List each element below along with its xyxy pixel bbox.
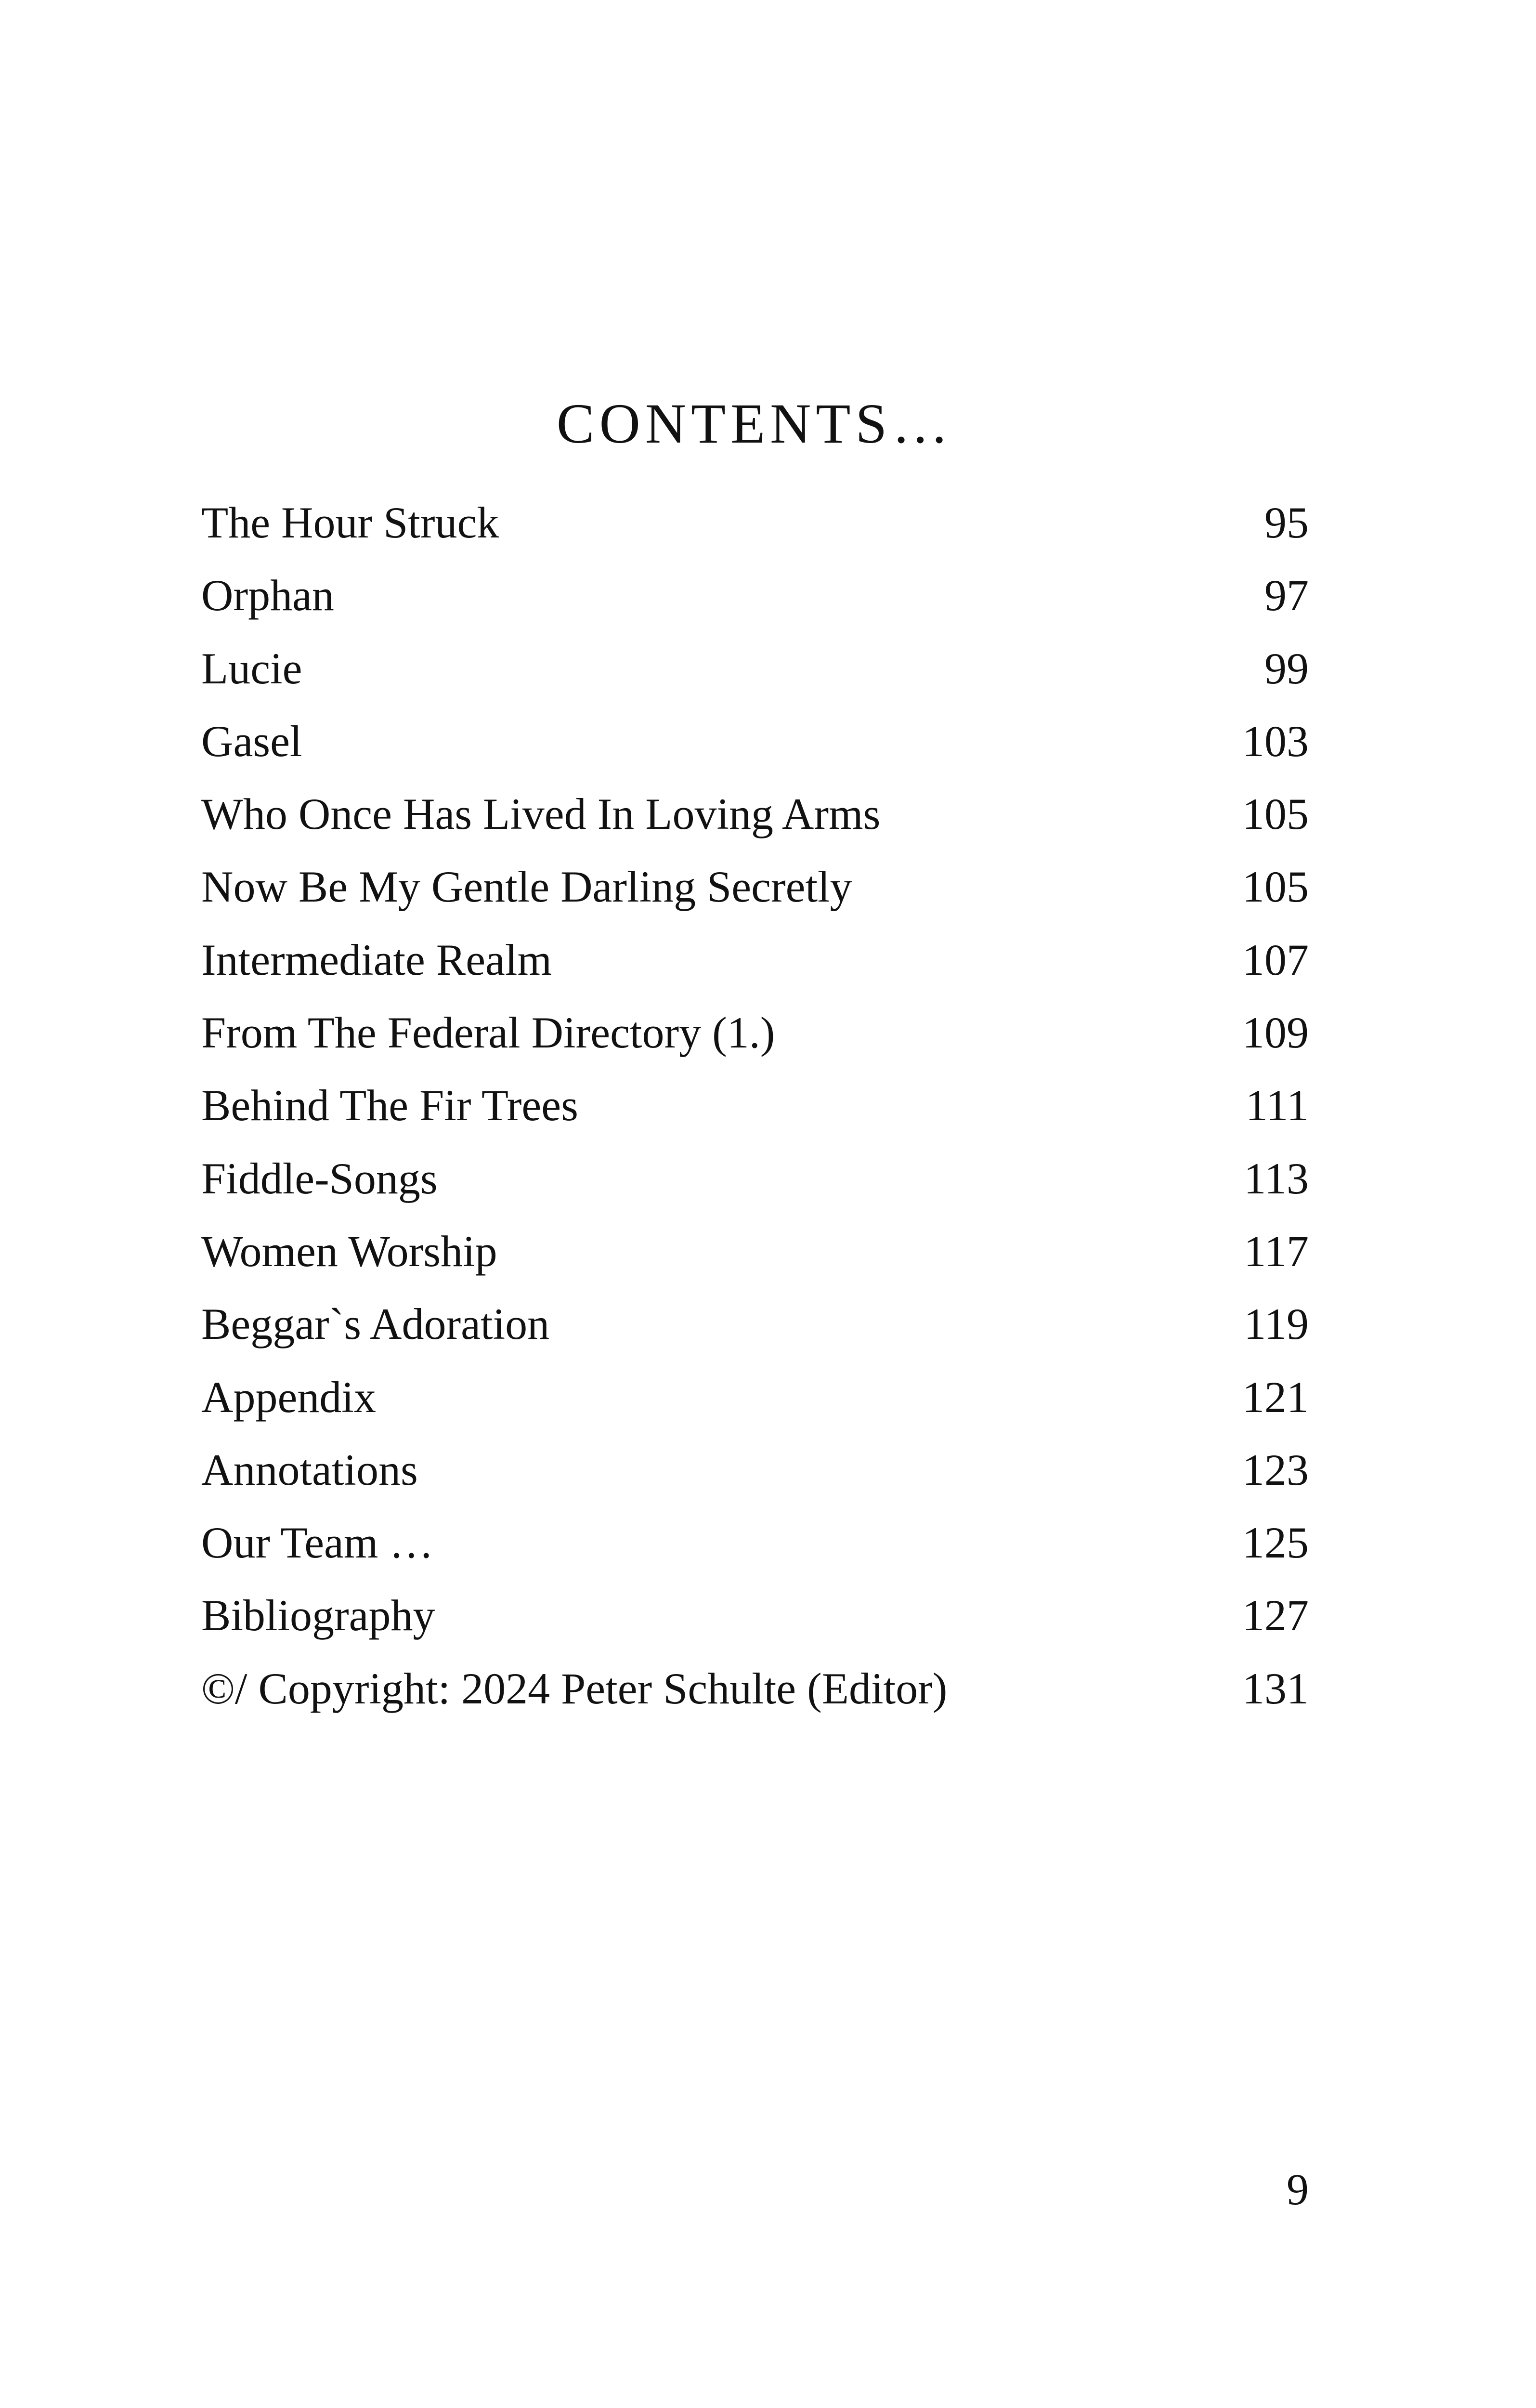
toc-entry-title: Fiddle-Songs (201, 1153, 438, 1203)
toc-entry (201, 1142, 1309, 1215)
toc-entry-title: Orphan (201, 571, 334, 620)
toc-entry (201, 1506, 1309, 1579)
toc-entry-page: 117 (1244, 1226, 1309, 1276)
toc-entry-title: Gasel (201, 716, 302, 766)
table-of-contents (201, 486, 1309, 1725)
toc-entry-title: The Hour Struck (201, 498, 499, 547)
toc-entry (201, 705, 1309, 778)
toc-entry-title: From The Federal Directory (1.) (201, 1008, 775, 1058)
toc-entry-page: 103 (1242, 716, 1309, 766)
page-number: 9 (1287, 2165, 1309, 2214)
toc-entry-title: Women Worship (201, 1226, 497, 1276)
toc-entry (201, 1434, 1309, 1506)
toc-entry-page: 97 (1264, 571, 1309, 620)
toc-entry (201, 924, 1309, 996)
contents-heading: CONTENTS… (556, 392, 954, 455)
toc-entry (201, 1361, 1309, 1434)
toc-entry-page: 105 (1242, 862, 1309, 912)
toc-entry-title: Appendix (201, 1372, 376, 1422)
toc-entry-title: Who Once Has Lived In Loving Arms (201, 789, 881, 839)
toc-entry (201, 632, 1309, 705)
toc-entry-title: Bibliography (201, 1591, 435, 1640)
toc-entry-page: 121 (1242, 1372, 1309, 1422)
toc-entry-page: 99 (1264, 643, 1309, 693)
toc-entry-page: 109 (1242, 1008, 1309, 1058)
toc-entry-title: Beggar`s Adoration (201, 1299, 550, 1349)
toc-entry-title: Now Be My Gentle Darling Secretly (201, 862, 852, 912)
toc-entry (201, 486, 1309, 559)
toc-entry (201, 1069, 1309, 1142)
toc-entry-title: Annotations (201, 1445, 418, 1494)
toc-entry-title: Our Team … (201, 1518, 434, 1568)
toc-entry (201, 1579, 1309, 1652)
toc-entry (201, 778, 1309, 851)
toc-entry (201, 1652, 1309, 1725)
toc-entry-page: 95 (1264, 498, 1309, 547)
toc-entry (201, 851, 1309, 923)
toc-entry-title: Intermediate Realm (201, 935, 552, 984)
toc-entry-title: Lucie (201, 643, 302, 693)
toc-entry-page: 119 (1244, 1299, 1309, 1349)
toc-entry-page: 123 (1242, 1445, 1309, 1494)
toc-entry (201, 1215, 1309, 1288)
toc-entry-title: ©/ Copyright: 2024 Peter Schulte (Editor) (201, 1663, 948, 1713)
toc-entry-page: 131 (1242, 1663, 1309, 1713)
toc-entry-title: Behind The Fir Trees (201, 1081, 578, 1130)
toc-entry-page: 111 (1245, 1081, 1309, 1130)
toc-entry-page: 113 (1244, 1153, 1309, 1203)
toc-entry-page: 105 (1242, 789, 1309, 839)
toc-entry (201, 559, 1309, 632)
toc-entry-page: 107 (1242, 935, 1309, 984)
toc-entry (201, 1288, 1309, 1361)
toc-entry (201, 996, 1309, 1069)
toc-entry-page: 127 (1242, 1591, 1309, 1640)
toc-entry-page: 125 (1242, 1518, 1309, 1568)
